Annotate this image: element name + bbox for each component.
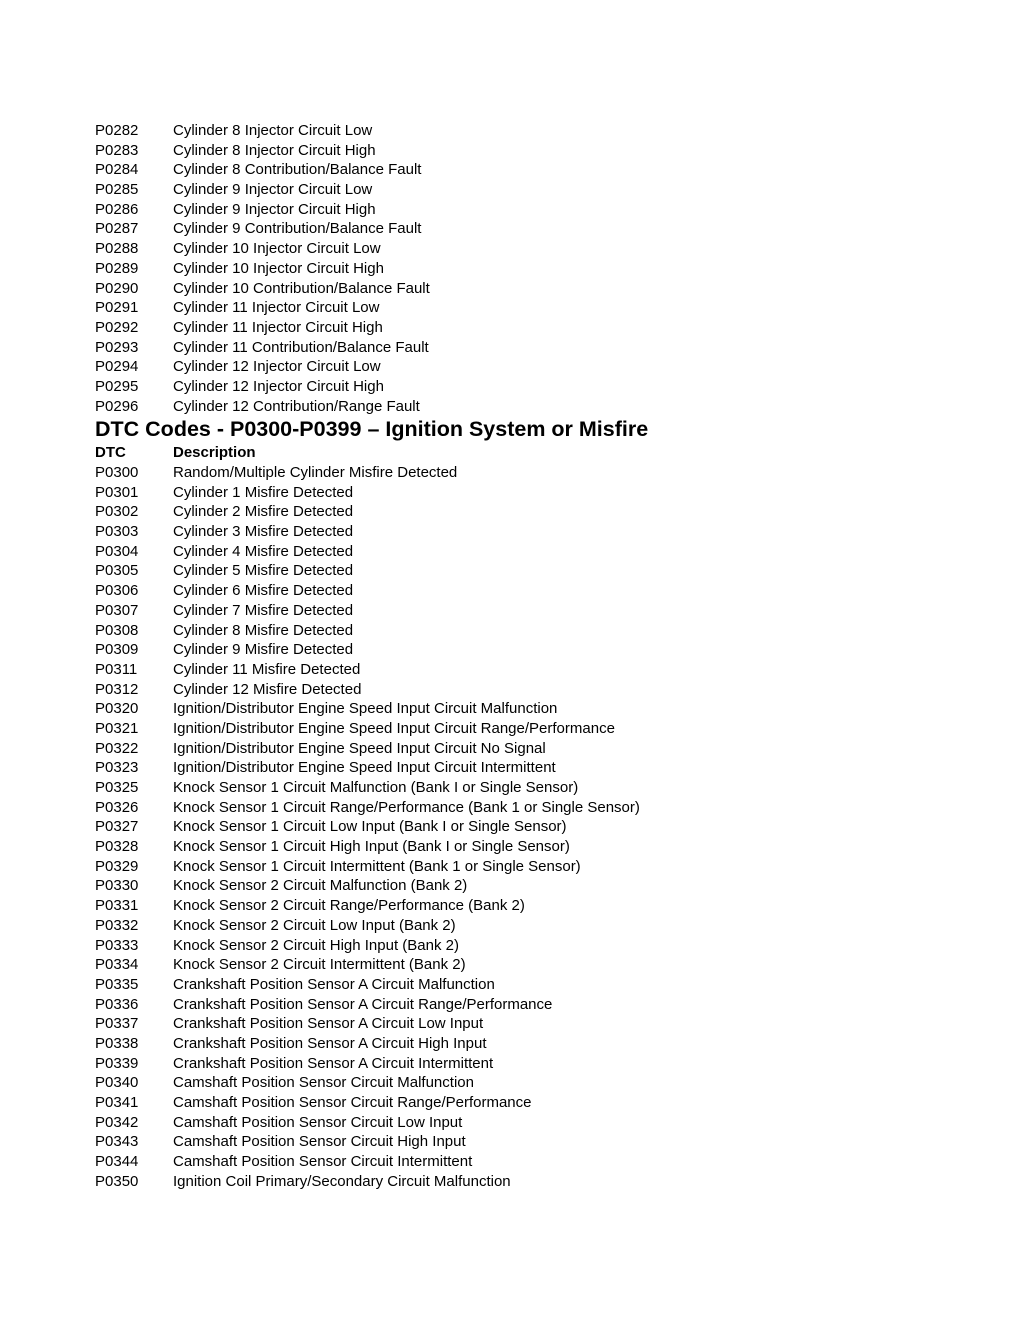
dtc-code: P0322 <box>95 739 139 757</box>
table-row <box>95 857 995 877</box>
table-row <box>95 975 995 995</box>
dtc-description: Cylinder 8 Injector Circuit Low <box>173 122 373 139</box>
dtc-description: Cylinder 8 Contribution/Balance Fault <box>173 161 422 179</box>
dtc-code: P0284 <box>95 161 139 179</box>
table-row <box>95 699 995 719</box>
dtc-list-ignition <box>95 463 995 1191</box>
dtc-code: P0286 <box>95 200 139 218</box>
dtc-code: P0305 <box>95 562 139 580</box>
dtc-description: Cylinder 9 Injector Circuit Low <box>173 181 373 199</box>
table-row <box>95 581 995 601</box>
dtc-code: P0321 <box>95 719 139 737</box>
dtc-code: P0312 <box>95 680 139 698</box>
dtc-description: Crankshaft Position Sensor A Circuit Range/Performance <box>173 995 553 1013</box>
table-row <box>95 660 995 680</box>
table-header <box>95 443 995 463</box>
dtc-code: P0334 <box>95 956 139 974</box>
dtc-code: P0292 <box>95 318 139 336</box>
table-row <box>95 200 995 220</box>
dtc-code: P0333 <box>95 936 139 954</box>
table-row <box>95 219 995 239</box>
dtc-code: P0296 <box>95 397 139 415</box>
table-row <box>95 463 995 483</box>
dtc-description: Camshaft Position Sensor Circuit High Input <box>173 1133 466 1151</box>
dtc-list-continued <box>95 121 995 416</box>
dtc-description: Cylinder 3 Misfire Detected <box>173 523 354 541</box>
dtc-description: Knock Sensor 2 Circuit Intermittent (Bank 2) <box>173 956 466 974</box>
dtc-code: P0306 <box>95 582 139 600</box>
dtc-description: Cylinder 10 Contribution/Balance Fault <box>173 279 430 297</box>
dtc-code: P0304 <box>95 542 139 560</box>
dtc-code: P0289 <box>95 259 139 277</box>
dtc-description: Cylinder 10 Injector Circuit Low <box>173 240 381 258</box>
dtc-code: P0344 <box>95 1153 139 1171</box>
dtc-description: Crankshaft Position Sensor A Circuit Low Input <box>173 1015 484 1033</box>
dtc-description: Ignition Coil Primary/Secondary Circuit Malfunction <box>173 1172 511 1190</box>
dtc-description: Cylinder 12 Injector Circuit Low <box>173 358 381 376</box>
dtc-code: P0293 <box>95 338 139 356</box>
dtc-code: P0340 <box>95 1074 139 1092</box>
dtc-code: P0307 <box>95 601 139 619</box>
dtc-description: Cylinder 7 Misfire Detected <box>173 601 354 619</box>
dtc-code: P0287 <box>95 220 139 238</box>
dtc-description: Knock Sensor 1 Circuit Intermittent (Bank 1 or Single Sensor) <box>173 857 581 875</box>
table-row <box>95 561 995 581</box>
dtc-code: P0309 <box>95 641 139 659</box>
dtc-code: P0303 <box>95 523 139 541</box>
dtc-description: Knock Sensor 1 Circuit Range/Performance (Bank 1 or Single Sensor) <box>173 798 640 816</box>
dtc-code: P0336 <box>95 995 139 1013</box>
table-row <box>95 680 995 700</box>
dtc-code: P0308 <box>95 621 139 639</box>
table-row <box>95 318 995 338</box>
table-row <box>95 1113 995 1133</box>
dtc-code: P0342 <box>95 1113 139 1131</box>
dtc-description: Cylinder 9 Contribution/Balance Fault <box>173 220 422 238</box>
dtc-description: Cylinder 11 Injector Circuit High <box>173 318 383 336</box>
dtc-code: P0337 <box>95 1015 139 1033</box>
dtc-description: Ignition/Distributor Engine Speed Input Circuit Malfunction <box>173 700 558 718</box>
dtc-code: P0320 <box>95 700 139 718</box>
dtc-description: Cylinder 12 Injector Circuit High <box>173 377 384 395</box>
dtc-description: Knock Sensor 1 Circuit High Input (Bank I or Single Sensor) <box>173 838 570 856</box>
table-row <box>95 995 995 1015</box>
table-row <box>95 1132 995 1152</box>
dtc-description: Camshaft Position Sensor Circuit Malfunction <box>173 1074 474 1092</box>
dtc-description: Cylinder 4 Misfire Detected <box>173 542 354 560</box>
dtc-description: Knock Sensor 1 Circuit Low Input (Bank I or Single Sensor) <box>173 818 567 836</box>
table-row <box>95 141 995 161</box>
dtc-description: Camshaft Position Sensor Circuit Low Input <box>173 1113 463 1131</box>
dtc-code: P0295 <box>95 377 139 395</box>
dtc-code: P0323 <box>95 759 139 777</box>
table-row <box>95 377 995 397</box>
dtc-code: P0302 <box>95 503 139 521</box>
table-row <box>95 601 995 621</box>
table-row <box>95 936 995 956</box>
table-row <box>95 298 995 318</box>
dtc-code: P0326 <box>95 798 139 816</box>
dtc-code: P0328 <box>95 838 139 856</box>
dtc-code: P0325 <box>95 779 139 796</box>
dtc-code: P0291 <box>95 299 139 317</box>
dtc-code: P0339 <box>95 1054 139 1072</box>
dtc-code: P0341 <box>95 1094 139 1111</box>
section-title: DTC Codes - P0300-P0399 – Ignition System or Misfire <box>95 417 649 442</box>
table-row <box>95 1152 995 1172</box>
dtc-description: Crankshaft Position Sensor A Circuit High Input <box>173 1034 487 1052</box>
dtc-code: P0332 <box>95 916 139 934</box>
dtc-description: Cylinder 11 Misfire Detected <box>173 660 361 678</box>
table-row <box>95 640 995 660</box>
dtc-description: Knock Sensor 2 Circuit High Input (Bank 2) <box>173 936 459 954</box>
table-row <box>95 1034 995 1054</box>
dtc-description: Crankshaft Position Sensor A Circuit Intermittent <box>173 1054 494 1072</box>
dtc-description: Random/Multiple Cylinder Misfire Detected <box>173 464 458 481</box>
dtc-description: Crankshaft Position Sensor A Circuit Malfunction <box>173 975 495 993</box>
table-row <box>95 259 995 279</box>
table-row <box>95 719 995 739</box>
dtc-code: P0330 <box>95 877 139 895</box>
table-row <box>95 338 995 358</box>
table-row <box>95 502 995 522</box>
table-row <box>95 621 995 641</box>
table-row <box>95 279 995 299</box>
dtc-description: Knock Sensor 2 Circuit Low Input (Bank 2) <box>173 916 456 934</box>
dtc-description: Ignition/Distributor Engine Speed Input Circuit Intermittent <box>173 759 556 777</box>
dtc-description: Cylinder 1 Misfire Detected <box>173 483 354 501</box>
dtc-code: P0283 <box>95 141 139 159</box>
dtc-description: Cylinder 12 Contribution/Range Fault <box>173 397 420 415</box>
dtc-code: P0331 <box>95 897 139 915</box>
dtc-description: Camshaft Position Sensor Circuit Intermittent <box>173 1153 473 1171</box>
dtc-description: Cylinder 11 Contribution/Balance Fault <box>173 338 429 356</box>
dtc-description: Cylinder 10 Injector Circuit High <box>173 259 384 277</box>
table-row <box>95 778 995 798</box>
dtc-description: Cylinder 8 Misfire Detected <box>173 621 354 639</box>
dtc-description: Ignition/Distributor Engine Speed Input Circuit No Signal <box>173 739 546 757</box>
dtc-description: Ignition/Distributor Engine Speed Input Circuit Range/Performance <box>173 719 615 737</box>
table-row <box>95 121 995 141</box>
table-row <box>95 896 995 916</box>
header-description-label: Description <box>173 444 256 462</box>
dtc-code: P0350 <box>95 1172 139 1190</box>
table-row <box>95 357 995 377</box>
dtc-description: Knock Sensor 1 Circuit Malfunction (Bank I or Single Sensor) <box>173 779 579 796</box>
header-code-label: DTC <box>95 444 126 462</box>
dtc-description: Cylinder 8 Injector Circuit High <box>173 141 376 159</box>
table-row <box>95 397 995 417</box>
table-row <box>95 1093 995 1113</box>
table-row <box>95 160 995 180</box>
dtc-code: P0329 <box>95 857 139 875</box>
dtc-description: Camshaft Position Sensor Circuit Range/Performance <box>173 1094 532 1111</box>
table-row <box>95 1073 995 1093</box>
dtc-code: P0300 <box>95 464 139 481</box>
table-row <box>95 239 995 259</box>
table-row <box>95 916 995 936</box>
table-row <box>95 483 995 503</box>
table-row <box>95 1172 995 1192</box>
dtc-description: Cylinder 5 Misfire Detected <box>173 562 354 580</box>
dtc-description: Cylinder 6 Misfire Detected <box>173 582 354 600</box>
dtc-description: Knock Sensor 2 Circuit Malfunction (Bank 2) <box>173 877 468 895</box>
table-row <box>95 876 995 896</box>
table-row <box>95 739 995 759</box>
table-row <box>95 522 995 542</box>
dtc-code: P0335 <box>95 975 139 993</box>
dtc-code: P0301 <box>95 483 139 501</box>
table-row <box>95 1054 995 1074</box>
table-row <box>95 758 995 778</box>
dtc-description: Cylinder 12 Misfire Detected <box>173 680 362 698</box>
dtc-code: P0327 <box>95 818 139 836</box>
dtc-code: P0288 <box>95 240 139 258</box>
table-row <box>95 542 995 562</box>
dtc-description: Cylinder 11 Injector Circuit Low <box>173 299 380 317</box>
dtc-description: Cylinder 2 Misfire Detected <box>173 503 354 521</box>
table-row <box>95 798 995 818</box>
dtc-code: P0338 <box>95 1034 139 1052</box>
dtc-description: Cylinder 9 Injector Circuit High <box>173 200 376 218</box>
dtc-description: Cylinder 9 Misfire Detected <box>173 641 354 659</box>
dtc-code: P0343 <box>95 1133 139 1151</box>
table-row <box>95 1014 995 1034</box>
dtc-code: P0311 <box>95 660 138 678</box>
table-row <box>95 837 995 857</box>
table-row <box>95 817 995 837</box>
dtc-code: P0290 <box>95 279 139 297</box>
document-page <box>95 121 995 1191</box>
table-row <box>95 955 995 975</box>
dtc-description: Knock Sensor 2 Circuit Range/Performance (Bank 2) <box>173 897 525 915</box>
dtc-code: P0282 <box>95 122 139 139</box>
table-row <box>95 180 995 200</box>
dtc-code: P0285 <box>95 181 139 199</box>
dtc-code: P0294 <box>95 358 139 376</box>
